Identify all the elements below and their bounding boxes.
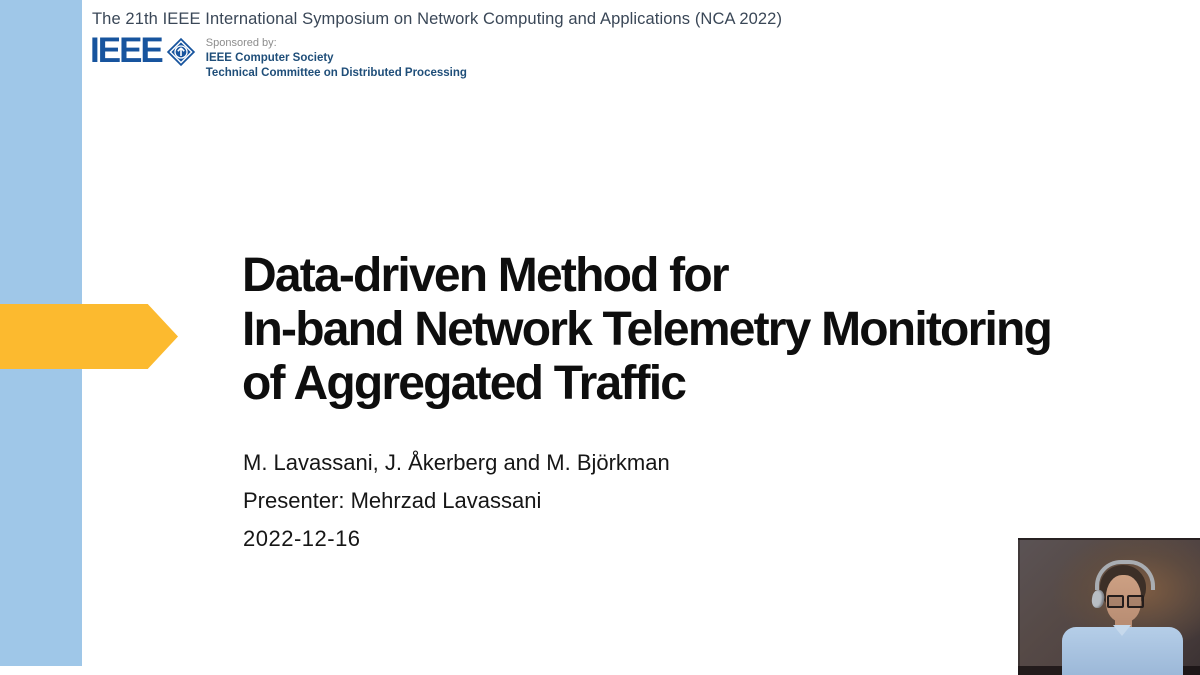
headphone-earcup-icon	[1091, 589, 1105, 608]
sponsor-block	[206, 37, 467, 80]
presenter-shirt	[1062, 627, 1183, 675]
slide-meta	[243, 452, 670, 565]
slide-title-line-3: of Aggregated Traffic	[242, 357, 686, 410]
sponsor-technical-committee: Technical Committee on Distributed Processing	[205, 67, 467, 79]
shirt-collar	[1113, 625, 1131, 636]
glasses-icon	[1107, 595, 1144, 608]
orange-arrow-icon	[0, 304, 178, 369]
authors-line: M. Lavassani, J. Åkerberg and M. Björkman	[243, 450, 670, 475]
conference-header: The 21th IEEE International Symposium on Network Computing and Applications (NCA 2022)	[92, 10, 783, 28]
ieee-diamond-logo-icon	[164, 35, 198, 69]
ieee-wordmark: IEEE	[90, 31, 162, 70]
sponsor-computer-society: IEEE Computer Society	[205, 52, 334, 64]
ieee-logo-block	[90, 31, 467, 80]
sponsored-by-label: Sponsored by:	[205, 37, 277, 49]
date-line: 2022-12-16	[243, 526, 361, 551]
presenter-figure	[1018, 538, 1200, 675]
slide-title-line-2: In-band Network Telemetry Monitoring	[242, 303, 1052, 356]
presenter-line: Presenter: Mehrzad Lavassani	[243, 488, 542, 513]
slide-title-line-1: Data-driven Method for	[242, 249, 728, 302]
presenter-webcam-video	[1018, 538, 1200, 675]
slide-title	[242, 249, 1051, 411]
